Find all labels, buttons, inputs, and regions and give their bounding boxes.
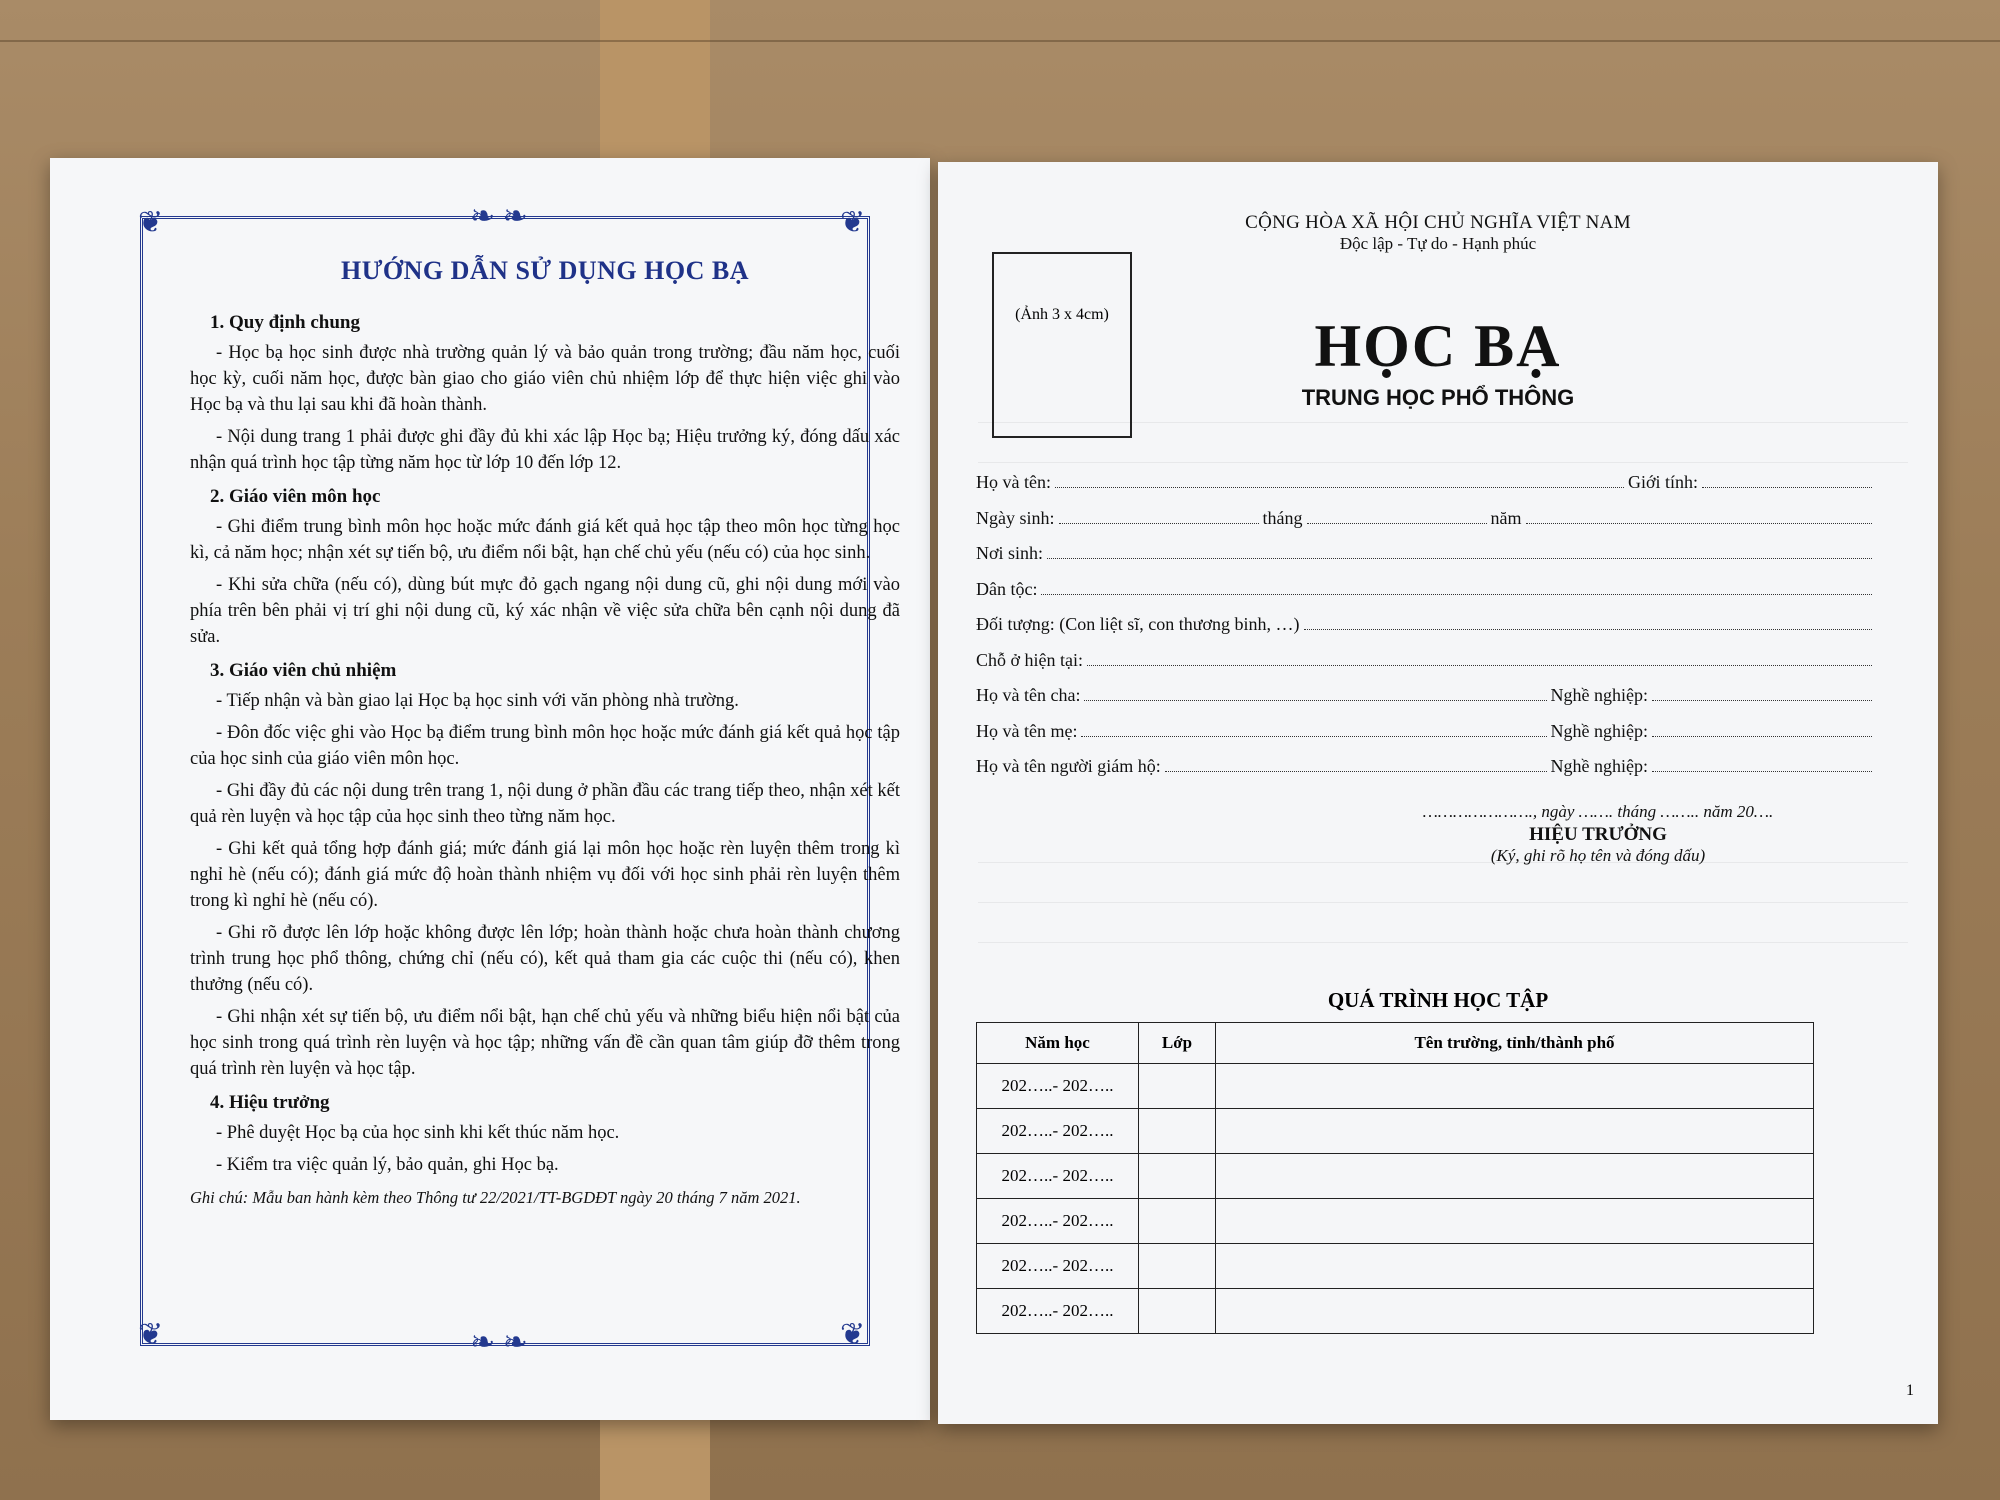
school-cell[interactable] [1216,1199,1814,1244]
school-cell[interactable] [1216,1064,1814,1109]
month-field[interactable] [1307,509,1487,524]
history-title: QUÁ TRÌNH HỌC TẬP [1327,988,1549,1012]
name-row [976,472,1876,508]
residence-field[interactable] [1087,651,1872,666]
section-paragraph: - Ghi rõ được lên lớp hoặc không được lên lớp; hoàn thành hoặc chưa hoàn thành chương trình trung học phổ thông, chứng chỉ (nếu có), kết quả tham gia các cuộc thi (nếu có), khen thưởng (nếu có). [190,923,900,995]
year-label: năm [1490,507,1522,528]
mother-row [976,721,1876,757]
occupation-label: Nghề nghiệp: [1550,720,1648,741]
corner-ornament-icon: ❦ [138,1318,164,1351]
section-heading: 1. Quy định chung [210,312,360,333]
table-row [977,1154,1814,1199]
left-page [50,158,930,1420]
right-page [938,162,1938,1424]
section-paragraph: - Đôn đốc việc ghi vào Học bạ điểm trung bình môn học hoặc mức đánh giá kết quả học tập của học sinh của giáo viên môn học. [190,723,900,769]
name-field[interactable] [1055,473,1624,488]
table-row [977,1109,1814,1154]
guide-section [190,660,900,1082]
guardian-field[interactable] [1165,757,1547,772]
guardian-label: Họ và tên người giám hộ: [976,756,1161,776]
section-paragraph: - Học bạ học sinh được nhà trường quản lý và bảo quản trong trường; đầu năm học, cuối học kỳ, cuối năm học, được bàn giao cho giáo viên chủ nhiệm lớp để thực hiện việc ghi vào Học bạ và thu lại sau khi đã hoàn thành. [190,343,900,415]
year-cell: 202…..- 202….. [977,1064,1139,1109]
sign-instruction: (Ký, ghi rõ họ tên và đóng dấu) [1490,846,1706,865]
gender-label: Giới tính: [1627,472,1698,492]
guardian-row [976,756,1876,792]
bleed-through-line [978,942,1908,943]
photo-box [992,252,1132,438]
corner-ornament-icon: ❦ [840,206,866,239]
section-paragraph: - Ghi nhận xét sự tiến bộ, ưu điểm nổi bật, hạn chế chủ yếu và những biểu hiện nổi bật của học sinh trong quá trình rèn luyện và học tập; những vấn đề cần quan tâm giúp đỡ thêm trong quá trình rèn luyện và học tập. [190,1007,900,1079]
father-label: Họ và tên cha: [976,685,1081,705]
motto-line-2: Độc lập - Tự do - Hạnh phúc [1339,234,1537,253]
guide-section [190,486,900,650]
class-cell[interactable] [1139,1289,1216,1334]
section-paragraph: - Khi sửa chữa (nếu có), dùng bút mực đỏ gạch ngang nội dung cũ, ghi nội dung mới vào phía trên bên phải vị trí ghi nội dung cũ, ký xác nhận về việc sửa chữa bên cạnh nội dung đã sửa. [190,575,900,647]
school-cell[interactable] [1216,1109,1814,1154]
section-heading: 4. Hiệu trưởng [210,1092,330,1113]
gender-field[interactable] [1702,473,1872,488]
class-cell[interactable] [1139,1064,1216,1109]
bleed-through-line [978,902,1908,903]
table-row [977,1199,1814,1244]
section-paragraph: - Ghi đầy đủ các nội dung trên trang 1, nội dung ở phần đầu các trang tiếp theo, nhận xét kết quả rèn luyện và học tập của học sinh theo từng năm học. [190,781,900,827]
birthplace-label: Nơi sinh: [976,543,1044,563]
father-occupation-field[interactable] [1652,686,1872,701]
national-motto [1228,212,1648,254]
year-cell: 202…..- 202….. [977,1109,1139,1154]
usage-guide [190,256,900,1208]
month-label: tháng [1262,507,1303,528]
mother-occupation-field[interactable] [1652,722,1872,737]
packing-tape-bottom [600,1420,710,1500]
year-cell: 202…..- 202….. [977,1289,1139,1334]
guardian-occupation-field[interactable] [1652,757,1872,772]
occupation-label: Nghề nghiệp: [1550,685,1648,705]
name-label: Họ và tên: [976,472,1051,492]
father-row [976,685,1876,721]
year-field[interactable] [1526,509,1873,524]
residence-label: Chỗ ở hiện tại: [976,649,1084,670]
principal-signature-block [1378,802,1818,866]
class-cell[interactable] [1139,1244,1216,1289]
section-paragraph: - Ghi điểm trung bình môn học hoặc mức đánh giá kết quả học tập theo môn học từng học kì, cả năm học; nhận xét sự tiến bộ, ưu điểm nổi bật, hạn chế chủ yếu (nếu có) của học sinh. [190,517,900,563]
section-paragraph: - Phê duyệt Học bạ của học sinh khi kết thúc năm học. [216,1123,620,1143]
section-paragraph: - Kiểm tra việc quản lý, bảo quản, ghi Học bạ. [216,1155,559,1175]
packing-tape [600,0,710,160]
mother-label: Họ và tên mẹ: [976,720,1078,741]
sign-date: …………………., ngày ……. tháng …….. năm 20…. [1422,802,1774,821]
header-year: Năm học [977,1023,1139,1064]
class-cell[interactable] [1139,1154,1216,1199]
occupation-label: Nghề nghiệp: [1550,756,1648,776]
father-field[interactable] [1084,686,1546,701]
residence-row [976,650,1876,686]
guide-section [190,312,900,476]
class-cell[interactable] [1139,1199,1216,1244]
sign-title: HIỆU TRƯỞNG [1529,824,1667,845]
class-cell[interactable] [1139,1109,1216,1154]
school-cell[interactable] [1216,1244,1814,1289]
motto-line-1: CỘNG HÒA XÃ HỘI CHỦ NGHĨA VIỆT NAM [1245,212,1631,233]
section-heading: 2. Giáo viên môn học [210,486,381,507]
guide-note: Ghi chú: Mẫu ban hành kèm theo Thông tư 22/2021/TT-BGDĐT ngày 20 tháng 7 năm 2021. [190,1188,801,1207]
table-row [977,1289,1814,1334]
section-heading: 3. Giáo viên chủ nhiệm [210,660,397,681]
study-history-table [976,1022,1814,1334]
bleed-through-line [978,462,1908,463]
section-paragraph: - Nội dung trang 1 phải được ghi đầy đủ khi xác lập Học bạ; Hiệu trưởng ký, đóng dấu xác nhận quá trình học tập từng năm học từ lớp 10 đến lớp 12. [190,427,900,473]
student-info-form [976,472,1876,792]
box-seam [0,40,2000,42]
title-main: HỌC BẠ [1314,313,1562,379]
section-paragraph: - Ghi kết quả tổng hợp đánh giá; mức đánh giá lại môn học hoặc rèn luyện thêm trong kì nghỉ hè (nếu có); đánh giá mức độ hoàn thành nhiệm vụ đối với học sinh phải rèn luyện thêm trong kì nghỉ hè (nếu có). [190,839,900,911]
birthplace-field[interactable] [1047,544,1872,559]
mother-field[interactable] [1081,722,1546,737]
category-label: Đối tượng: (Con liệt sĩ, con thương binh, …) [976,614,1300,634]
bottom-ornament-icon: ❧ ❧ [470,1326,528,1359]
ethnicity-field[interactable] [1041,580,1872,595]
title-sub: TRUNG HỌC PHỔ THÔNG [1301,385,1575,410]
school-cell[interactable] [1216,1154,1814,1199]
birthplace-row [976,543,1876,579]
dob-label: Ngày sinh: [976,507,1055,528]
header-school: Tên trường, tỉnh/thành phố [1216,1023,1814,1064]
category-field[interactable] [1304,615,1872,630]
top-ornament-icon: ❧ ❧ [470,200,528,233]
corner-ornament-icon: ❦ [840,1318,866,1351]
category-row [976,614,1876,650]
ethnicity-row [976,579,1876,615]
guide-title: HƯỚNG DẪN SỬ DỤNG HỌC BẠ [340,256,750,285]
day-field[interactable] [1059,509,1259,524]
corner-ornament-icon: ❦ [138,206,164,239]
year-cell: 202…..- 202….. [977,1199,1139,1244]
ethnicity-label: Dân tộc: [976,578,1038,599]
section-paragraph: - Tiếp nhận và bàn giao lại Học bạ học sinh với văn phòng nhà trường. [216,691,739,711]
document-title [1268,312,1608,411]
header-class: Lớp [1139,1023,1216,1064]
school-cell[interactable] [1216,1289,1814,1334]
page-number: 1 [1906,1382,1914,1399]
table-header-row [977,1023,1814,1064]
table-row [977,1064,1814,1109]
year-cell: 202…..- 202….. [977,1154,1139,1199]
year-cell: 202…..- 202….. [977,1244,1139,1289]
table-row [977,1244,1814,1289]
photo-label: (Ảnh 3 x 4cm) [1015,306,1109,323]
guide-section [190,1092,900,1178]
dob-row [976,508,1876,544]
